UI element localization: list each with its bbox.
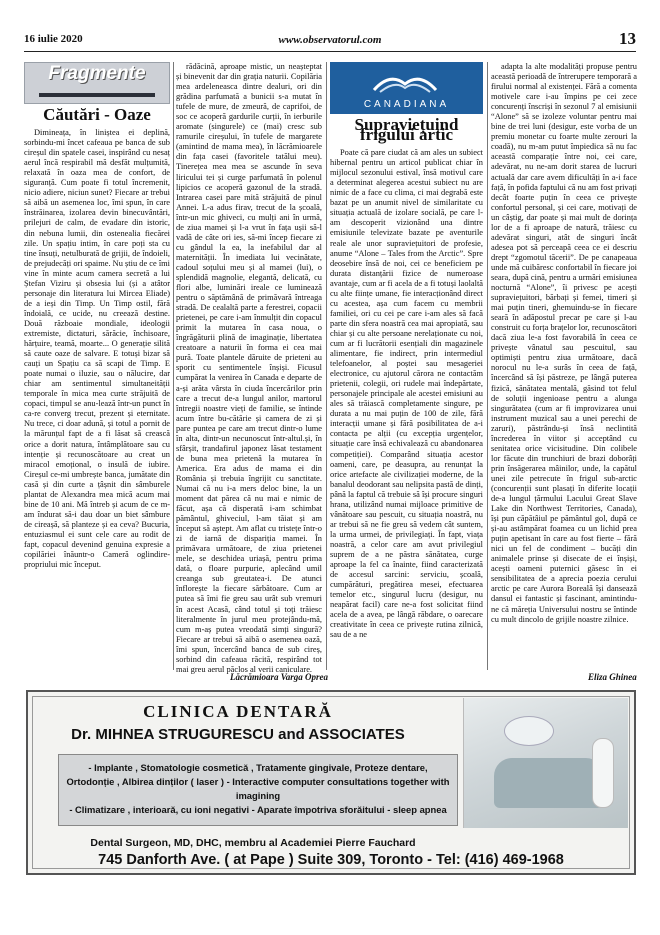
services-line: Ortodonție , Albirea dinților ( laser ) - Interactive computer consultations together with imagining: [66, 776, 450, 801]
ad-credentials: Dental Surgeon, MD, DHC, membru al Academiei Pierre Fauchard: [90, 837, 416, 849]
author-signature: Eliza Ghinea: [588, 672, 637, 682]
ad-address-phone[interactable]: 745 Danforth Ave. ( at Pape ) Suite 309, Toronto - Tel: (416) 469-1968: [98, 852, 564, 868]
article-text: adapta la alte modalități propuse pentru această perioadă de întrerupere temporară a firului normal al existenței. Fără a comenta motivele care i-au împins pe cei zece concurenți înscriși în sezonul 7 al emisiunii “Alone” să se izoleze voluntar pentru mai bine de trei luni (desigur, este vorba de un premiu monetar cu foarte multe zerouri la coadă), nu m-am putut împiedica să nu fac această comparație între noi, cei care, adevărat, nu ne-am dorit starea de lucruri actuală dar care avem dificultăți în a-i face față, în pofida faptului că nu am fost privați decât foarte puțin în ceea ce privește confortul personal, și cei care, motivați de un câștig, dar poate și mai mult de dorința lor de a fi aproape de natură, trăiesc cu adevărat singuri, atât de singuri încât adesea pot să perceapă ceea ce ei descriu drept “zgomotul tăcerii”. De pe canapeaua unde mă cuibăresc confortabil în fiecare joi seara, după cină, pentru a urmări emisiunea nocturnă “Alone”, îi privesc pe acești supraviețuitori, bărbați și femei, timeri și mai puțin tineri, ghemuindu-se în fiecare seară în adăpostul precar pe care și l-au construit cu forța brațelor lor, recunoscători dacă ziua le-a fost favorabilă în ceea ce privește vânatul sau pescuitul, sau optimiști pentru ziua următoare, dacă norocul nu le-a surâs în ceea de față, încercând să își păstreze, pe lângă puterea fizică, sănătatea mentală, găsind tot felul de soluții ingenioase pentru a alunga singurătatea (cum ar fi improvizarea unui instrument muzical sau a unei perechi de zaruri), păstrându-și însă neclintită încrederea în viitor și acceptând cu senitatea orice vicisitudine. Din colibele lor făcute din trunchiuri de brazi doborâți prin însăgerarea mâinilor, unde, la capătul unei zile petrecute în frigul sub-arctic (concurenții sunt plasați în diferite locații de-a lungul țărmului Lacului Great Slave Lake din Northwest Territories, Canada), își pun căpătâiul pe pământul gol, după ce și-au astâmpărat foamea cu un lichid prea puțin apetisant în care au fost fierte – fără nici un fel de condiment – bucăți din animalele prinse și disecate de ei înșiși, acești oameni puternici găsesc în ei sensibilitatea de a aprecia poezia cerului arctic pe care Aurora Boreală își dansează dansul ei fantastic și fascinant, amintindu-ne că măreția Universului nostru se întinde cu mult dincolo de grijile noastre zilnice.: [491, 62, 637, 624]
ad-title: CLINICA DENTARĂ: [143, 702, 333, 721]
column-divider: [173, 62, 174, 670]
article-column-1: [24, 62, 170, 667]
article-text: Dimineața, în liniștea ei deplină, sorbindu-mi încet cafeaua pe banca de sub cireșul din spatele casei, inspirând cu nesaț aerul încă respirabil mă desfăt mulțumită, relaxată în oaza mea de confort, de siguranță. Cum poate fi totul încremenit, nicio adiere, niciun sunet? Fiecare ar trebui să aibă un asemenea loc, îmi spun, în care înstrăinarea, izolarea devin binecuvântări, prilejuri de calm, de evadare din istoric, din nebuna lumii, din ostenealia fiecărei zile. Un spațiu intim, în care poți sta cu tine însuți, netulburată de grijii, de îndoieli, de prejudecăți ori spaime. Nu știu de ce îmi vine în minte acum camera secretă a lui Ștefan Viziru și obsesia lui (și a atâtor personaje din literatura lui Mircea Eliade) de a ieși din Timp. Un Timp ostil, fără îndoială, ce ucide, nu creează destine. Două războaie mondiale, ideologii extremiste, dictaturi, sărăcie, închisoare, hărțuire, teamă, moarte... O generație silită să caute oaze de salvare. E totuși bizar să cauți un Spațiu ca să scapi de Timp. E poate numai o iluzie, sau o nălucire, dar chiar am sentimentul simultaneității temporale în mica mea curte străjuită de copaci, timpul se anu-lează într-un punct în ca-re converg trecut, prezent și eternitate. Nu trece, ci doar adună, și totul a pornit de la mărunțul fapt de a fi lăsat să crească orice a dorit natura, întâmplătoare sau cu intenție și recunoscătoare au creat un miracol emoțional, o insulă de iubire. Cireșul ce-mi umbrește banca, jumătate din casă și din curte a țâșnit din sâmburele plantat de Alexandra mea mică acum mai bine de 10 ani. Mă întreb și acum de ce m-am îndurat să-i dau doar un biet sâmbure de cireașă, să planteze și ea ceva? Bucuria, entuziasmul ei sunt cele care au rodit de fapt, copacul devenind genuina expresie a copilăriei înăuntr-o Cameră oglindire-propriului mic început.: [24, 128, 170, 570]
article-text: Poate că pare ciudat că am ales un subiect hibernal pentru un articol publicat chiar în mijlocul sezonului estival, însă motivul care a determinat alegerea acestui subiect nu are nimic de a face cu clima, ci mai degrabă este bazat pe un anumit nivel de similaritate cu situația actuală de izolare socială, pe care l-am descoperit vizionând una dintre emisiunile televizate bazate pe aventurile reale ale unor supraviețuitori de profesie, anume “Alone – Tales from the Arctic”. Spre deosebire însă de noi, cei ce beneficiem pe durata distanțării fizice de numeroase avantaje, cum ar fi acela de a fi totuși laolaltă cu alte ființe umane, fie interacționând direct cu acestea, așa cum facem cu membrii familiei, ori cu cei pe care i-am ales să facă parte din sfera noastră cea mai apropiată, sau chiar și cu alte persoane nerelaționate cu noi, cum ar fi lucrătorii esențiali din magazinele alimentare, fie indirect, prin intermediul telefoanelor, al poștei sau mesageriei electronice, cu ajutorul cărora ne contactăm prietenii, colegii, ori rudele mai îndepărtate, personajele principale ale acestei emisiuni au ales să trăiască completamente singure, pe durata a nu mai puțin de 100 de zile, fără interacții umane și fără posibilitatea de a-i contacta pe alții (cu excepția urgențelor, situație care însă echivalează cu abandonarea competiției). Comparând situația acestor oameni, care, pe deasupra, au renunțat la orice artefacte ale civilizației moderne, de la banalul deodorant sau nelipsita pastă de dinți, până la faptul că trebuie să își procure singuri hrana, utilizând numai mijloace primitive de vânătoare sau pescuit, cu situația noastră, nu ar trebui să ne fie greu să vedem cât suntem, la urma urmei, de privilegiați. În fapt, viața noastră, a celor care am avut privilegiul suprem de a ne păstra sănătatea, curge aproape la fel ca înainte, fiind caracterizată de accesul sarcini: serviciu, școală, cumpărături, pregătirea mesei, efectuarea temelor etc., singurul lucru (desigur, nu neapărat facil) care ne-a fost solicitat fiind acela de a avea, pe lângă răbdare, o oarecare creativitate în ceea ce privește rutina zilnică, sau de a ne: [330, 148, 483, 640]
column-divider: [326, 62, 327, 670]
author-signature: Lăcrămioara Varga Oprea: [230, 672, 329, 682]
ad-services-box: [58, 754, 458, 826]
banner-bar: [39, 93, 155, 97]
ad-doctor-name: Dr. MIHNEA STRUGURESCU and ASSOCIATES: [71, 726, 405, 743]
dentist-figure: [592, 738, 614, 808]
services-line: - Implante , Stomatologie cosmetică , Tratamente gingivale, Proteze dentare,: [88, 762, 428, 773]
section-label: Fragmente: [48, 63, 146, 84]
section-banner-canadiana: [330, 62, 483, 114]
site-url[interactable]: www.observatorul.com: [278, 34, 382, 46]
article-column-2: [176, 62, 322, 674]
section-banner-fragmente: [24, 62, 170, 104]
column-divider: [487, 62, 488, 670]
services-line: - Climatizare , interioară, cu ioni negativi - Aparate împotriva sforăitului - sleep apnea: [69, 804, 447, 815]
article-column-4: [491, 62, 637, 667]
page-header: [24, 30, 636, 52]
flying-bird-logo-icon: [370, 70, 440, 96]
article-column-3: [330, 62, 483, 667]
issue-date: 16 iulie 2020: [24, 33, 83, 45]
section-label: CANADIANA: [363, 98, 450, 110]
article-headline: Supraviețuind frigului artic: [354, 115, 459, 145]
dental-lamp: [504, 716, 554, 746]
page-number: 13: [619, 29, 636, 48]
dental-office-photo: [463, 698, 628, 828]
article-headline: Căutări - Oaze: [43, 105, 151, 124]
dental-clinic-ad[interactable]: [26, 690, 636, 875]
dental-chair: [494, 758, 604, 808]
article-text: rădăcină, aproape mistic, un neașteptat și binevenit dar din grația naturii. Copilăria mea ardeleneasca dintre dealuri, ori din grădina parfumată a bunicii s-a mutat în tufele de mure, de zmeură, de caprifoi, de soc ce acoperă gardurile curții, în ierburile aromate (singurele) ce (mai) cresc sub ramurile cireșului, în tufele de margarete (amintind de mama mea), în lăcrămioarele din fața casei (favoritele tatălui meu). Tinerețea mea mea se ascunde în seva liricului tei și curge parfumată în polenul lipicios ce acoperă gazonul de la stradă. Intrarea casei pare mită străjuită de pinul Annei. L-a adus firav, trecut de la școală, într-un mic ghiveci, cu mulți ani în urmă, de ziua mamei și l-a vrut în fața ușii să-l vadă de câte ori ies, să-mi încep fiecare zi cu gândul la ea, la inefabilul dar al maternității. În imediata lui vecinătate, cadoul soțului meu și al mamei (lui), o splendidă magnolie, elegantă, delicată, cu flori albe, luminări ireale ce luminează pentru o săptămână de primăvară întreaga stradă. De cealaltă parte a ferestrei, copacii prietenei, pe care i-am înmulțit din copacul primit la mutarea în casa noua, o îngrăgăturii plină de imaginație, libertatea creatoare a naturii în forma ei cea mai pură. Toate plantele dăruite de prieteni au sporit cu sentimentele înșiși. Ficusul cumpărat la venirea în Canada e departe de a-și arăta vârsta în ciuda încercărilor prin care a trecut de-a lungul anilor, martorul întregii noastre vieți de familie, se întinde acum între bu-cătărie și camera de zi și pare puntea pe care am trecut dintr-o lume în alta, dintr-un necunoscut într-altul.și, în sfârșit, trandafirul japonez lăsat testament de buna mea prietenă la mutarea în America. Era adus de mama ei din România și trebuia îngrijit cu sanctitate. Numai că nu i-a mers deloc bine, la un moment dat părea că nu mai e nimic de făcut, așa că disperată i-am schimbat pământul, ghiveciul, l-am tăiat și am început să aștept. Am aflat cu tristețe într-o zi de iarnă de dispariția mamei. În primăvara următoare, de ziua prietenei mele, se deschidea uriașă, pentru prima dată, o floare purpurie, aplecând umil creanga sub greutatea-i. De atunci înflorește la fiecare sărbătoare. Cum ar putea să îmi fie greu sau urât sub vremuri în acest Acasă, când totul și toți trăiesc literalmente în jurul meu protejându-mă, cum m-aș putea vreodată simți singură? Fiecare ar trebui să aibă o asemenea oază, îmi spun, încercând banca de sub cireș, sorbind din cafeaua răcită, respirând tot mai greu aerul păclos al verii caniculare.: [176, 62, 322, 674]
